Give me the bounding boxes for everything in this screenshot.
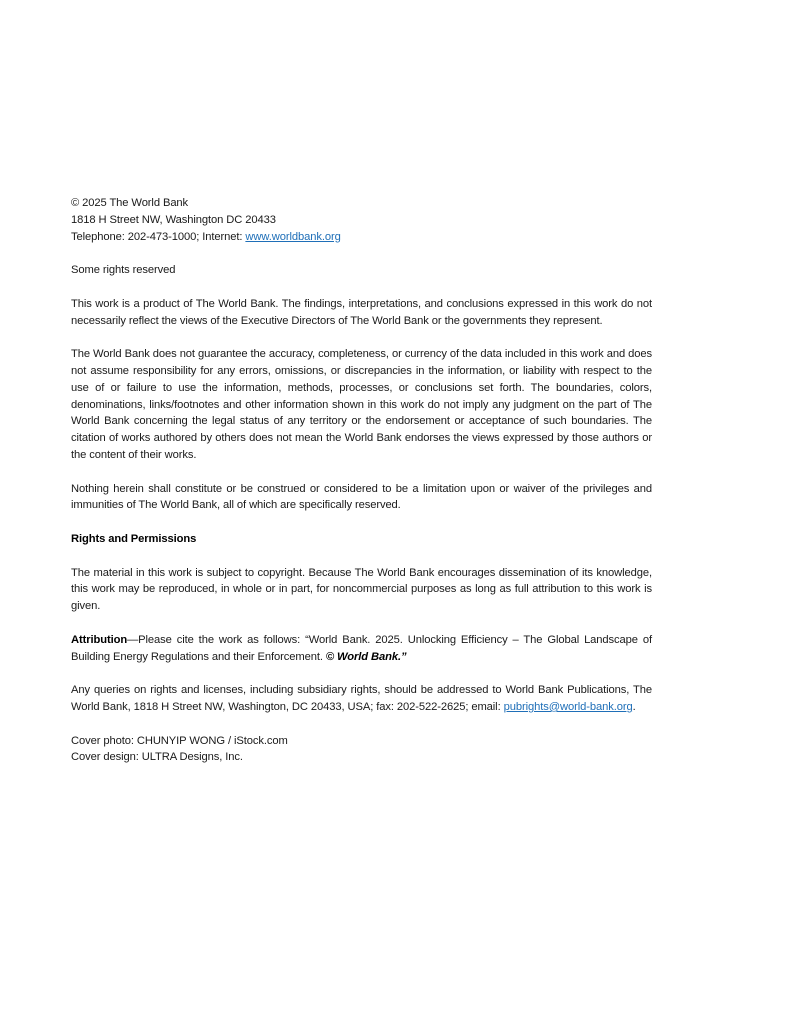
queries-trailing: . [632,700,636,713]
copyright-page [71,195,652,766]
rights-text: The material in this work is subject to copyright. Because The World Bank encourages dissemination of its knowledge, this work may be reproduced, in whole or in part, for noncommercial purposes as long as full attribution to this work is given. [71,566,652,613]
attribution-text: —Please cite the work as follows: “World Bank. 2025. Unlocking Efficiency – The Global Landscape of Building Energy Regulations and their Enforcement. [71,633,652,663]
contact-line [71,229,652,246]
disclaimer-views: This work is a product of The World Bank. The findings, interpretations, and conclusions expressed in this work do not necessarily reflect the views of the Executive Directors of The World Bank or the governments they represent. [71,297,652,327]
disclaimer-immunities: Nothing herein shall constitute or be construed or considered to be a limitation upon or waiver of the privileges and immunities of The World Bank, all of which are specifically reserved. [71,482,652,512]
cover-photo-credit: Cover photo: CHUNYIP WONG / iStock.com [71,734,288,747]
queries-text: Any queries on rights and licenses, including subsidiary rights, should be addressed to World Bank Publications, The World Bank, 1818 H Street NW, Washington, DC 20433, USA; fax: 202-522-2625; email: [71,684,652,713]
attribution-ending: © World Bank.” [325,650,407,663]
telephone-text: Telephone: 202-473-1000; Internet: [71,230,246,243]
rights-reserved: Some rights reserved [71,264,176,277]
email-link[interactable]: pubrights@world-bank.org [503,700,633,713]
disclaimer-accuracy: The World Bank does not guarantee the accuracy, completeness, or currency of the data included in this work and does not assume responsibility for any errors, omissions, or discrepancies in the information, or liability with respect to the use of or failure to use the information, methods, processes, or conclusions set forth. The boundaries, colors, denominations, links/footnotes and other information shown in this work do not imply any judgment on the part of The World Bank concerning the legal status of any territory or the endorsement or acceptance of such boundaries. The citation of works authored by others does not mean the World Bank endorses the views expressed by those authors or the content of their works. [71,348,652,461]
attribution-paragraph [71,632,652,666]
address-line: 1818 H Street NW, Washington DC 20433 [71,213,276,226]
copyright-line: © 2025 The World Bank [71,197,189,209]
queries-paragraph [71,682,652,716]
rights-heading: Rights and Permissions [71,532,197,545]
cover-design-credit: Cover design: ULTRA Designs, Inc. [71,751,243,764]
attribution-label: Attribution [71,633,128,646]
website-link[interactable]: www.worldbank.org [245,230,341,243]
